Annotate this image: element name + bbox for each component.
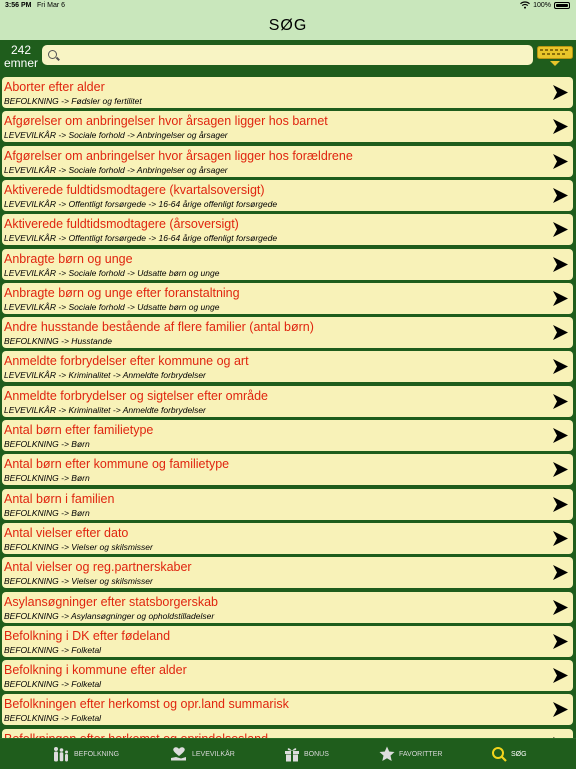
status-right (520, 1, 570, 9)
list-item[interactable] (2, 420, 573, 451)
list-item-path: LEVEVILKÅR -> Kriminalitet -> Anmeldte forbrydelser (4, 370, 206, 381)
search-row (0, 40, 576, 76)
list-item[interactable] (2, 249, 573, 280)
page-title: SØG (268, 17, 308, 34)
list-item-path: LEVEVILKÅR -> Offentligt forsørgede -> 16-64 årige offenligt forsørgede (4, 233, 278, 244)
tab-label: BEFOLKNING (74, 750, 120, 758)
list-item-title: Antal børn efter kommune og familietype (4, 457, 230, 472)
tab-bar (0, 738, 576, 769)
tab-label: SØG (511, 750, 527, 758)
list-item-title: Anmeldte forbrydelser efter kommune og art (4, 354, 249, 369)
list-item[interactable] (2, 77, 573, 108)
list-item-path: LEVEVILKÅR -> Sociale forhold -> Udsatte børn og unge (4, 267, 220, 278)
arrow-right-icon (552, 290, 569, 307)
list-item[interactable] (2, 660, 573, 691)
arrow-right-icon (552, 187, 569, 204)
list-item-path: BEFOLKNING -> Folketal (4, 713, 102, 724)
list-item-title: Asylansøgninger efter statsborgerskab (4, 594, 218, 609)
list-item[interactable] (2, 283, 573, 314)
arrow-right-icon (552, 393, 569, 410)
arrow-right-icon (552, 667, 569, 684)
list-item[interactable] (2, 386, 573, 417)
gift-icon (284, 746, 300, 762)
list-item-title: Andre husstande bestående af flere familier (antal børn) (4, 320, 314, 335)
search-icon (491, 746, 507, 762)
wifi-icon (520, 1, 530, 9)
list-item[interactable] (2, 557, 573, 588)
arrow-right-icon (552, 496, 569, 513)
arrow-right-icon (552, 153, 569, 170)
arrow-right-icon (552, 530, 569, 547)
list-item[interactable] (2, 146, 573, 177)
list-item-title: Antal børn i familien (4, 491, 115, 506)
list-item[interactable] (2, 180, 573, 211)
list-item-path: BEFOLKNING -> Folketal (4, 644, 102, 655)
result-count-number: 242 (10, 43, 32, 57)
battery-icon (554, 2, 570, 9)
list-item-title: Antal vielser og reg.partnerskaber (4, 560, 192, 575)
battery-percent: 100% (533, 1, 551, 9)
list-item-path: BEFOLKNING -> Børn (4, 473, 90, 484)
arrow-right-icon (552, 324, 569, 341)
search-field[interactable] (42, 45, 533, 65)
list-item-title: Anmeldte forbrydelser og sigtelser efter område (4, 388, 269, 403)
arrow-right-icon (552, 221, 569, 238)
arrow-right-icon (552, 701, 569, 718)
list-item-path: LEVEVILKÅR -> Sociale forhold -> Anbringelser og årsager (4, 164, 228, 175)
list-item[interactable] (2, 489, 573, 520)
list-item-path: LEVEVILKÅR -> Sociale forhold -> Udsatte børn og unge (4, 301, 220, 312)
arrow-right-icon (552, 461, 569, 478)
arrow-right-icon (552, 118, 569, 135)
results-list[interactable] (0, 77, 576, 738)
tab-soeg[interactable] (491, 739, 527, 769)
list-item[interactable] (2, 592, 573, 623)
list-item-path: BEFOLKNING -> Vielser og skilsmisser (4, 576, 153, 587)
search-input[interactable] (62, 47, 526, 65)
star-icon (379, 746, 395, 762)
list-item[interactable] (2, 351, 573, 382)
status-time: 3:56 PM (5, 2, 32, 9)
arrow-right-icon (552, 599, 569, 616)
result-count-unit: emner (3, 56, 38, 70)
list-item-path: BEFOLKNING -> Folketal (4, 679, 102, 690)
list-item-title: Afgørelser om anbringelser hvor årsagen ligger hos forældrene (4, 148, 353, 163)
list-item[interactable] (2, 626, 573, 657)
list-item-path: BEFOLKNING -> Husstande (4, 336, 112, 347)
tab-label: BONUS (304, 750, 329, 758)
arrow-right-icon (552, 564, 569, 581)
list-item-title: Anbragte børn og unge efter foranstaltning (4, 285, 240, 300)
status-date: Fri Mar 6 (37, 2, 65, 9)
list-item[interactable] (2, 523, 573, 554)
list-item[interactable] (2, 111, 573, 142)
list-item-path: BEFOLKNING -> Vielser og skilsmisser (4, 541, 153, 552)
tab-befolkning[interactable] (52, 739, 119, 769)
arrow-right-icon (552, 358, 569, 375)
list-item-title: Antal børn efter familietype (4, 423, 154, 437)
tab-favoritter[interactable] (379, 739, 442, 769)
list-item-title: Befolkning i kommune efter alder (4, 663, 187, 678)
result-count (3, 44, 39, 70)
status-bar (0, 0, 576, 12)
arrow-right-icon (552, 633, 569, 650)
list-item-path: LEVEVILKÅR -> Offentligt forsørgede -> 16-64 årige offenligt forsørgede (4, 198, 278, 209)
tab-label: FAVORITTER (399, 750, 443, 758)
list-item[interactable] (2, 694, 573, 725)
people-icon (52, 746, 70, 762)
tab-label: LEVEVILKÅR (192, 750, 235, 758)
list-item-title: Befolkning i DK efter fødeland (4, 628, 171, 643)
keyboard-dismiss-icon[interactable] (537, 46, 573, 68)
arrow-right-icon (552, 427, 569, 444)
list-item-title: Afgørelser om anbringelser hvor årsagen ligger hos barnet (4, 114, 328, 129)
search-icon (48, 50, 57, 59)
list-item-path: BEFOLKNING -> Børn (4, 439, 90, 449)
list-item-title: Aborter efter alder (4, 80, 105, 94)
tab-levevilkaar[interactable] (170, 739, 235, 769)
arrow-right-icon (552, 256, 569, 273)
list-item-path: BEFOLKNING -> Asylansøgninger og opholdstilladelser (4, 610, 215, 621)
list-item-title: Befolkningen efter herkomst og opr.land summarisk (4, 697, 289, 712)
tab-bonus[interactable] (284, 739, 329, 769)
list-item-title: Aktiverede fuldtidsmodtagere (kvartalsoversigt) (4, 182, 265, 197)
list-item[interactable] (2, 317, 573, 348)
list-item-title: Antal vielser efter dato (4, 525, 129, 540)
heart-hand-icon (170, 746, 188, 762)
list-item[interactable] (2, 214, 573, 245)
list-item-path: LEVEVILKÅR -> Sociale forhold -> Anbringelser og årsager (4, 130, 228, 141)
list-item-path: LEVEVILKÅR -> Kriminalitet -> Anmeldte forbrydelser (4, 404, 206, 415)
title-bar (0, 12, 576, 40)
list-item[interactable] (2, 454, 573, 485)
list-item-path: BEFOLKNING -> Fødsler og fertilitet (4, 96, 142, 106)
list-item-title: Aktiverede fuldtidsmodtagere (årsoversigt) (4, 217, 239, 232)
list-item-path: BEFOLKNING -> Børn (4, 507, 90, 518)
arrow-right-icon (552, 84, 569, 101)
list-item-title: Anbragte børn og unge (4, 251, 133, 266)
